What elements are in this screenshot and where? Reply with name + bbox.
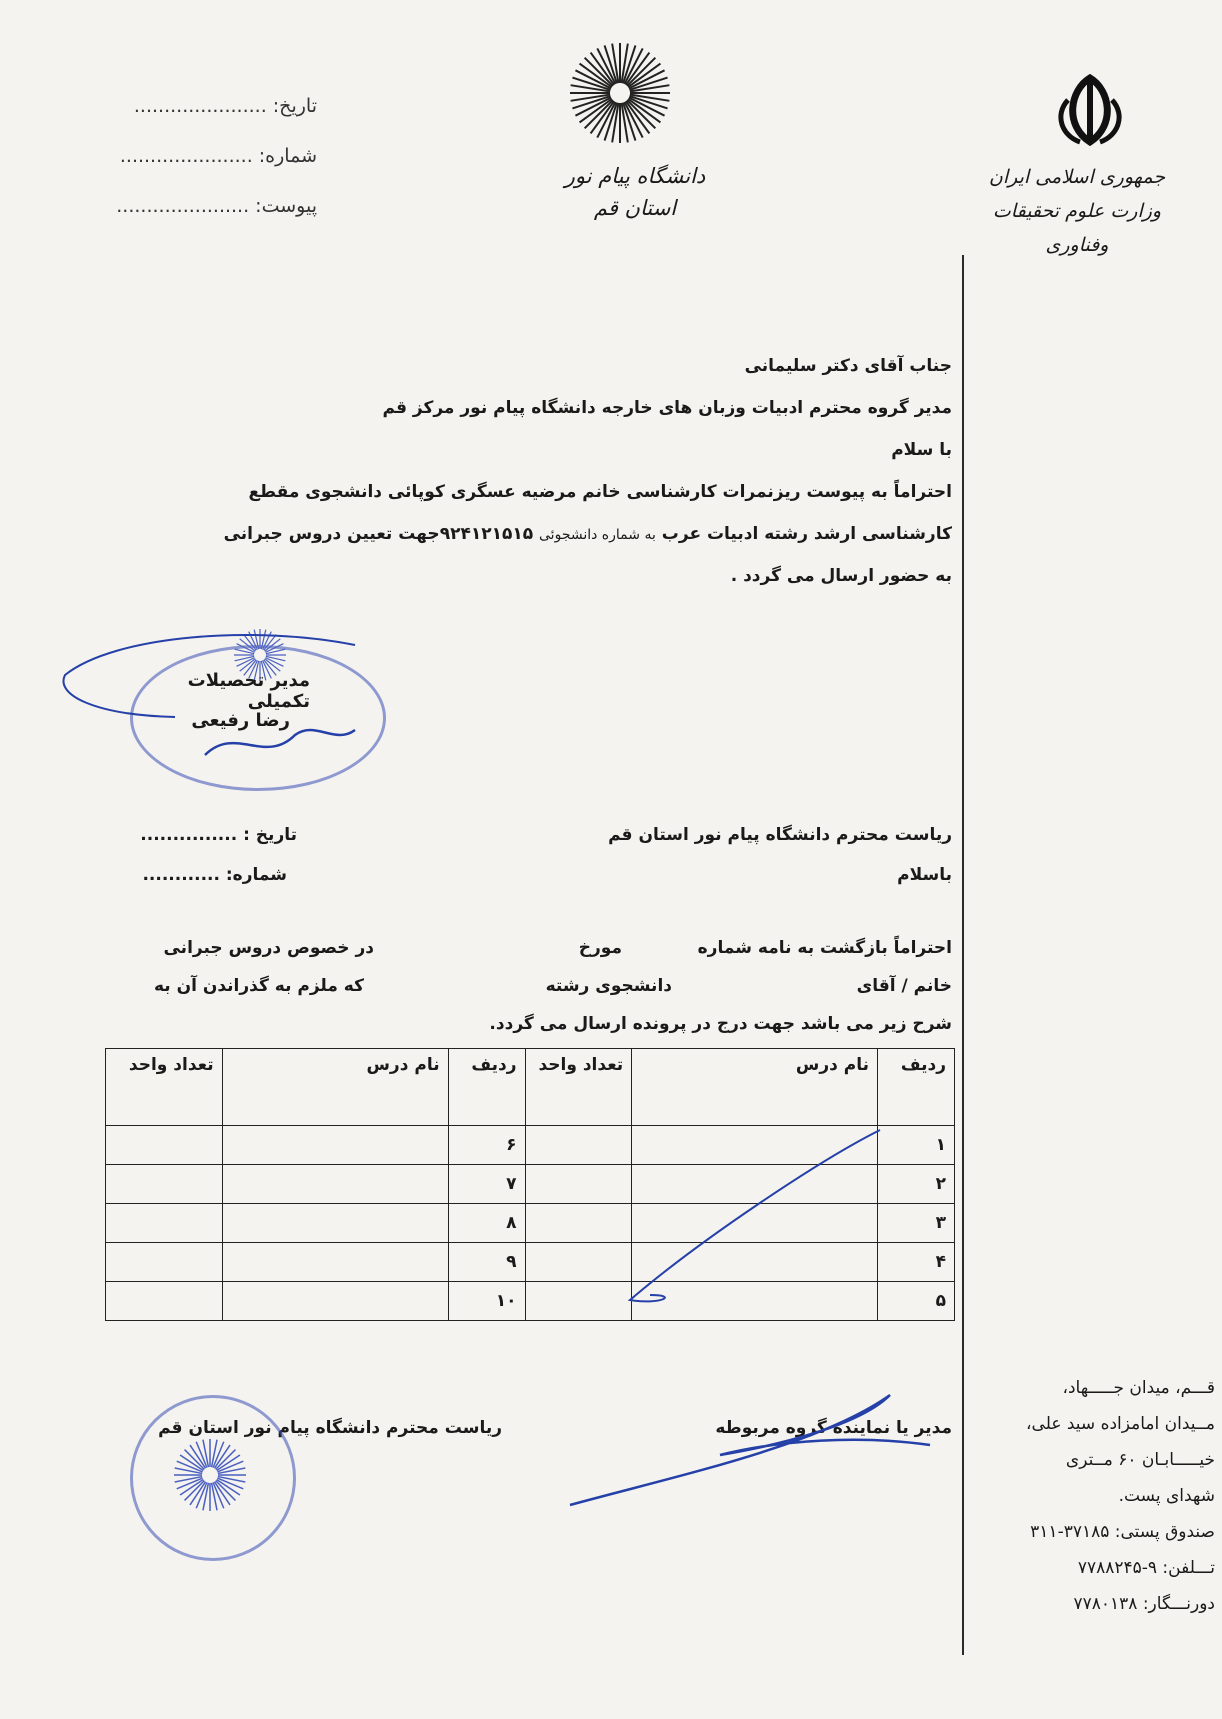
- header-date-field: تاریخ: ......................: [133, 95, 317, 117]
- table-cell: [525, 1165, 632, 1204]
- round-stamp-sunburst-icon: [170, 1435, 250, 1515]
- reply-greeting: باسلام: [897, 865, 952, 885]
- postal-box: صندوق پستی: ۳۷۱۸۵-۳۱۱: [1030, 1522, 1215, 1542]
- ministry-header: [962, 160, 1192, 262]
- header-index-right: ردیف: [448, 1049, 525, 1126]
- row-index-left: ۳: [878, 1204, 955, 1243]
- row-index-right: ۷: [448, 1165, 525, 1204]
- signature-name: رضا رفیعی: [191, 710, 290, 731]
- ministry-line-2: وزارت علوم تحقیقات وفناوری: [992, 200, 1162, 256]
- signature-scribble: [55, 625, 395, 785]
- row-index-right: ۹: [448, 1243, 525, 1282]
- reply-line-3: شرح زیر می باشد جهت درج در پرونده ارسال می گردد.: [489, 1014, 952, 1034]
- letter-position: مدیر گروه محترم ادبیات وزبان های خارجه دانشگاه پیام نور مرکز قم: [382, 398, 952, 418]
- reply-number-field: شماره: ............: [142, 865, 287, 885]
- table-cell: [525, 1204, 632, 1243]
- row-index-right: ۸: [448, 1204, 525, 1243]
- group-manager-signature: [560, 1385, 940, 1515]
- university-province: استان قم: [593, 196, 677, 220]
- address-line-3: خیـــــابـان ۶۰ مــتری: [1065, 1450, 1215, 1470]
- row-index-left: ۵: [878, 1282, 955, 1321]
- reply-line-1b: مورخ: [578, 938, 622, 958]
- table-cell: [525, 1126, 632, 1165]
- header-course-right: نام درس: [222, 1049, 448, 1126]
- table-cell: [106, 1282, 223, 1321]
- header-number-field: شماره: ......................: [119, 145, 317, 167]
- table-cell: [106, 1165, 223, 1204]
- table-cell: [106, 1126, 223, 1165]
- reply-date-field: تاریخ : ...............: [140, 825, 297, 845]
- address-line-2: مــیدان امامزاده سید علی،: [1026, 1414, 1215, 1434]
- letter-body-line-1: احتراماً به پیوست ریزنمرات کارشناسی خانم مرضیه عسگری کوپائی دانشجوی مقطع: [248, 482, 952, 502]
- address-line-4: شهدای پست.: [1118, 1486, 1215, 1506]
- address-block: [960, 1370, 1215, 1622]
- header-index-left: ردیف: [878, 1049, 955, 1126]
- row-index-right: ۱۰: [448, 1282, 525, 1321]
- reply-line-2b: دانشجوی رشته: [545, 976, 672, 996]
- ministry-line-1: جمهوری اسلامی ایران: [988, 166, 1166, 188]
- row-index-left: ۱: [878, 1126, 955, 1165]
- row-index-left: ۴: [878, 1243, 955, 1282]
- table-cell: [222, 1165, 448, 1204]
- table-cell: [222, 1204, 448, 1243]
- address-line-1: قـــم، میدان جـــــهاد،: [1062, 1378, 1215, 1398]
- university-header: [540, 160, 730, 224]
- letter-body-line-2: [52, 513, 952, 556]
- phone-number: تـــلفن: ۹-۷۷۸۸۲۴۵: [1077, 1558, 1215, 1578]
- president-label: ریاست محترم دانشگاه پیام نور استان قم: [158, 1418, 502, 1438]
- letter-greeting: با سلام: [891, 440, 952, 460]
- iran-emblem-icon: [1050, 70, 1130, 150]
- reply-line-2c: که ملزم به گذراندن آن به: [153, 976, 364, 996]
- table-cell: [222, 1243, 448, 1282]
- letter-body-line-2b: به شماره دانشجوئی: [539, 527, 656, 543]
- header-units-left: تعداد واحد: [525, 1049, 632, 1126]
- table-cell: [525, 1282, 632, 1321]
- reply-line-1a: احتراماً بازگشت به نامه شماره: [697, 938, 952, 958]
- fax-number: دورنـــگار: ۷۷۸۰۱۳۸: [1073, 1594, 1215, 1614]
- table-cell: [222, 1126, 448, 1165]
- header-attachment-field: پیوست: ......................: [116, 195, 317, 217]
- university-name: دانشگاه پیام نور: [564, 164, 706, 188]
- table-cell: [222, 1282, 448, 1321]
- reply-line-1c: در خصوص دروس جبرانی: [163, 938, 374, 958]
- table-header-row: [106, 1049, 955, 1126]
- row-index-left: ۲: [878, 1165, 955, 1204]
- reply-line-2a: خانم / آقای: [856, 976, 952, 996]
- table-cell: [525, 1243, 632, 1282]
- letter-body-line-3: به حضور ارسال می گردد .: [730, 566, 952, 586]
- reply-addressee: ریاست محترم دانشگاه پیام نور استان قم: [608, 825, 952, 845]
- strike-through-line: [620, 1120, 900, 1310]
- table-cell: [106, 1204, 223, 1243]
- letter-addressee: جناب آقای دکتر سلیمانی: [744, 356, 952, 376]
- letter-body-line-2c: ۹۲۴۱۲۱۵۱۵جهت تعیین دروس جبرانی: [223, 524, 534, 544]
- header-units-right: تعداد واحد: [106, 1049, 223, 1126]
- header-course-left: نام درس: [632, 1049, 878, 1126]
- group-manager-label: مدیر یا نماینده گروه مربوطه: [715, 1418, 952, 1438]
- table-cell: [106, 1243, 223, 1282]
- university-logo-icon: [565, 38, 675, 148]
- row-index-right: ۶: [448, 1126, 525, 1165]
- signature-title: مدیر تحصیلات تکمیلی: [187, 670, 310, 712]
- letter-body-line-2a: کارشناسی ارشد رشته ادبیات عرب: [661, 524, 952, 544]
